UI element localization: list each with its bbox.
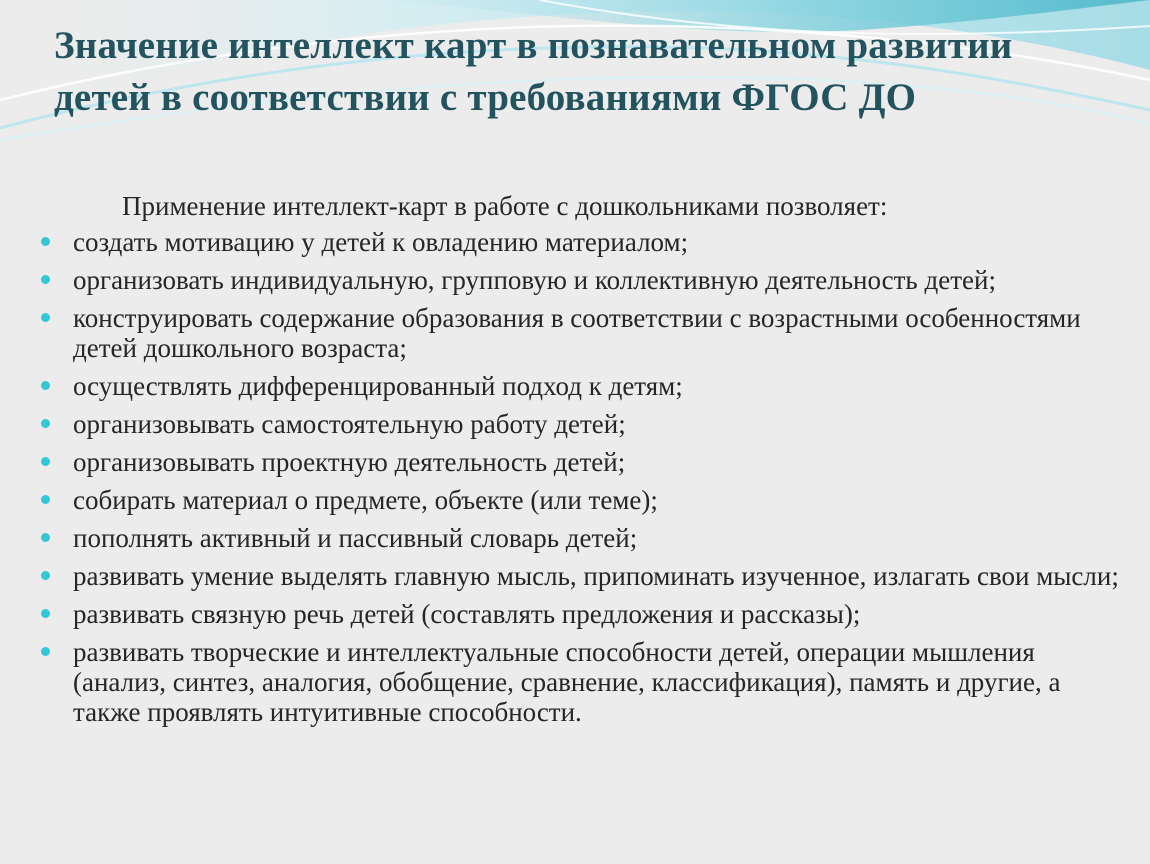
- circle-bullet-icon: [41, 457, 50, 466]
- list-item: [40, 637, 1120, 727]
- list-item-text: развивать умение выделять главную мысль, припоминать изученное, излагать свои мысли;: [73, 561, 1119, 591]
- circle-bullet-icon: [41, 237, 50, 246]
- list-item-text: пополнять активный и пассивный словарь детей;: [73, 523, 638, 553]
- list-item: [40, 227, 1120, 257]
- circle-bullet-icon: [41, 495, 50, 504]
- circle-bullet-icon: [41, 313, 50, 322]
- list-item: [40, 485, 1120, 515]
- circle-bullet-icon: [41, 381, 50, 390]
- list-item: [40, 561, 1120, 591]
- content-body: [40, 190, 1120, 735]
- list-item: [40, 371, 1120, 401]
- list-item: [40, 523, 1120, 553]
- circle-bullet-icon: [41, 419, 50, 428]
- list-item: [40, 447, 1120, 477]
- list-item-text: конструировать содержание образования в соответствии с возрастными особенностями детей дошкольного возраста;: [73, 303, 1081, 363]
- slide-title: Значение интеллект карт в познавательном развитии детей в соответствии с требованиями ФГОС ДО: [54, 24, 1013, 119]
- list-item: [40, 265, 1120, 295]
- bullet-list: [40, 227, 1120, 727]
- list-item-text: организовывать проектную деятельность детей;: [73, 447, 626, 477]
- list-item-text: развивать связную речь детей (составлять предложения и рассказы);: [73, 599, 861, 629]
- list-item-text: осуществлять дифференцированный подход к детям;: [73, 371, 683, 401]
- circle-bullet-icon: [41, 533, 50, 542]
- circle-bullet-icon: [41, 275, 50, 284]
- list-item-text: организовывать самостоятельную работу детей;: [73, 409, 626, 439]
- list-item-text: собирать материал о предмете, объекте (или теме);: [73, 485, 658, 515]
- intro-text: Применение интеллект-карт в работе с дошкольниками позволяет:: [122, 191, 888, 221]
- list-item: [40, 599, 1120, 629]
- list-item: [40, 409, 1120, 439]
- circle-bullet-icon: [41, 647, 50, 656]
- circle-bullet-icon: [41, 571, 50, 580]
- list-item: [40, 303, 1120, 363]
- circle-bullet-icon: [41, 609, 50, 618]
- list-item-text: создать мотивацию у детей к овладению материалом;: [73, 227, 689, 257]
- list-item-text: организовать индивидуальную, групповую и коллективную деятельность детей;: [73, 265, 996, 295]
- list-item-text: развивать творческие и интеллектуальные способности детей, операции мышления (анализ, синтез, аналогия, обобщение, сравнение, классификация), память и другие, а также проявлять интуитивные способности.: [73, 637, 1061, 727]
